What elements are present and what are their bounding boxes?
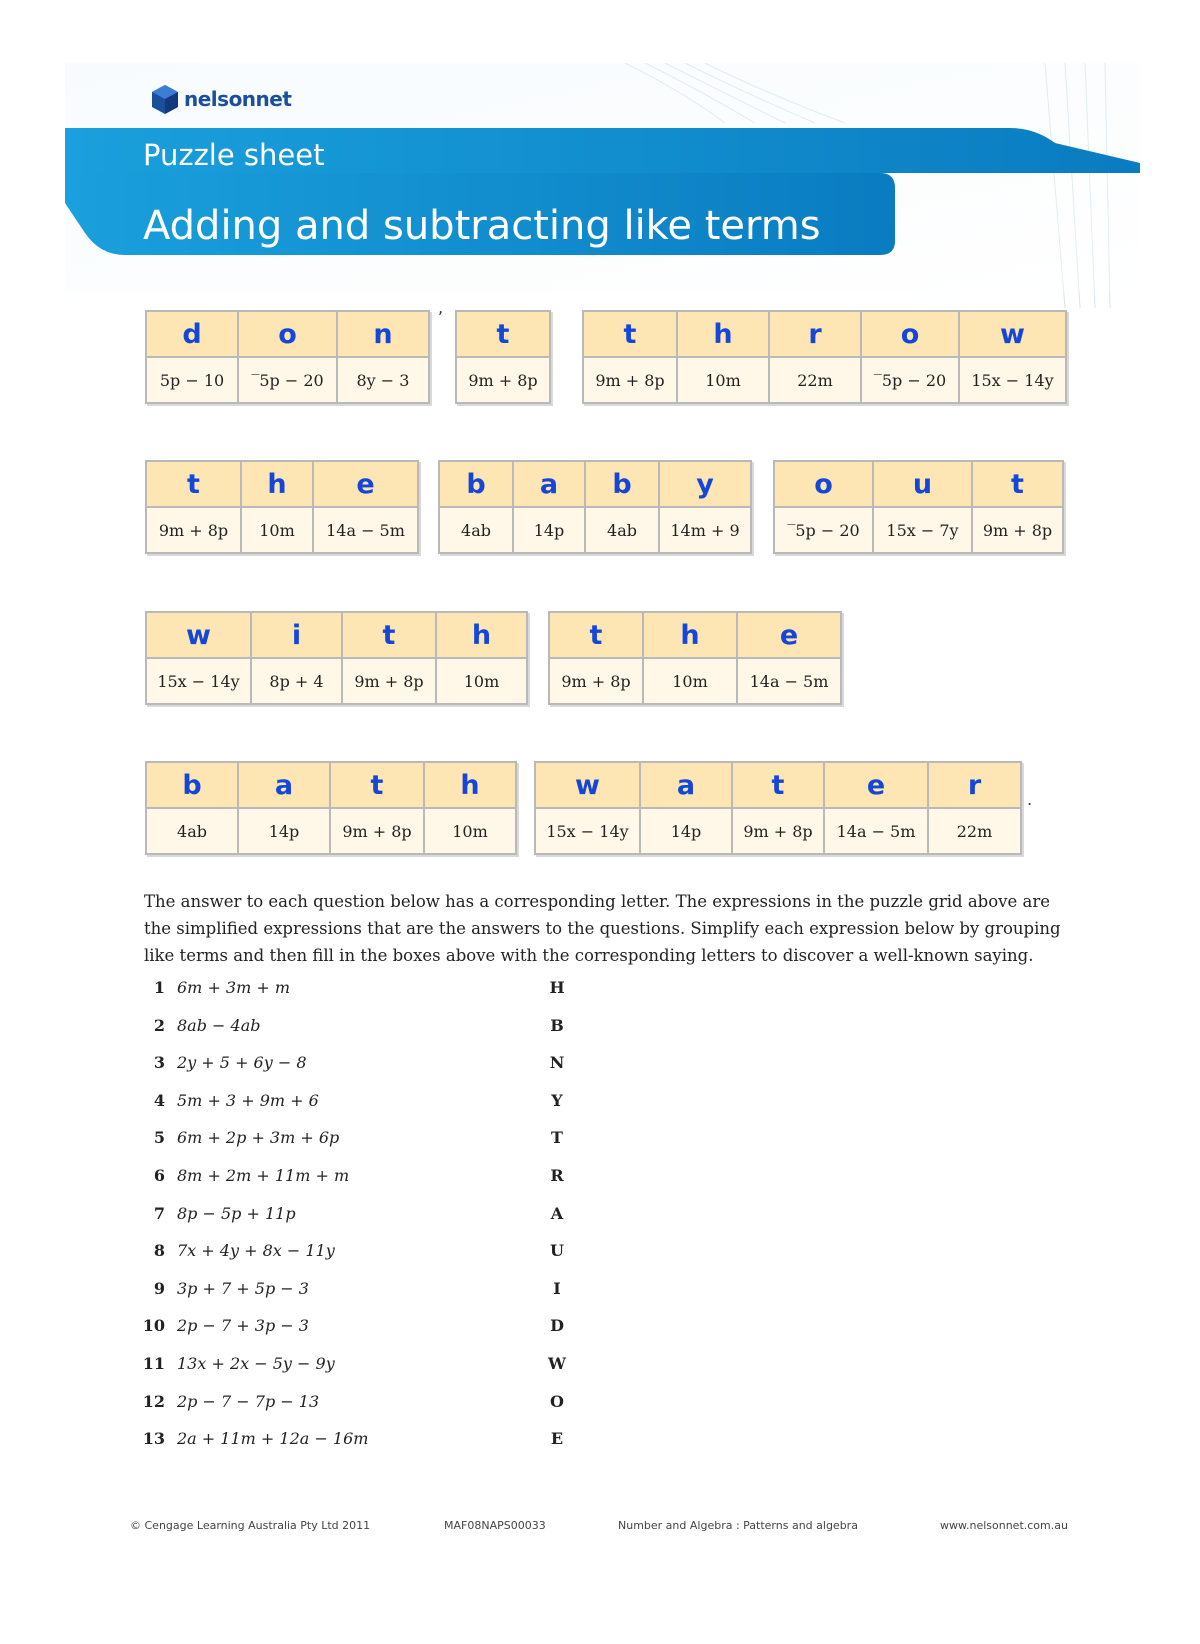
question-number: 8	[153, 1241, 165, 1261]
puzzle-cell	[862, 312, 960, 402]
answer-letter-box[interactable]: t	[457, 312, 549, 358]
puzzle-word	[582, 310, 1067, 404]
question-number: 6	[153, 1165, 165, 1185]
puzzle-word	[773, 460, 1064, 554]
puzzle-cell	[641, 763, 733, 853]
expression-clue: 15x − 14y	[147, 659, 250, 703]
question-letter: I	[553, 1278, 561, 1298]
puzzle-cell	[586, 462, 660, 552]
puzzle-cell	[331, 763, 425, 853]
question-row	[135, 1241, 635, 1279]
question-row	[135, 1354, 635, 1392]
question-expression: 8m + 2m + 11m + m	[177, 1165, 350, 1185]
question-number: 5	[153, 1128, 165, 1148]
answer-letter-box[interactable]: u	[874, 462, 971, 508]
expression-clue: 15x − 14y	[536, 809, 639, 853]
answer-letter-box[interactable]: t	[733, 763, 823, 809]
question-row	[135, 978, 635, 1016]
answer-letter-box[interactable]: r	[770, 312, 860, 358]
expression-clue: 14a − 5m	[738, 659, 840, 703]
puzzle-cell	[584, 312, 678, 402]
puzzle-cell	[440, 462, 514, 552]
puzzle-word	[438, 460, 752, 554]
expression-clue: 9m + 8p	[343, 659, 435, 703]
expression-clue: 9m + 8p	[331, 809, 423, 853]
expression-clue: 10m	[437, 659, 526, 703]
question-number: 11	[142, 1353, 165, 1373]
question-letter: R	[550, 1165, 564, 1185]
comma-mark: ,	[438, 298, 444, 317]
answer-letter-box[interactable]: r	[929, 763, 1020, 809]
puzzle-cell	[314, 462, 417, 552]
expression-clue: 14a − 5m	[314, 508, 417, 552]
question-expression: 6m + 2p + 3m + 6p	[177, 1128, 340, 1148]
expression-clue: 9m + 8p	[550, 659, 642, 703]
question-expression: 7x + 4y + 8x − 11y	[177, 1241, 335, 1261]
question-letter: N	[549, 1053, 565, 1073]
question-letter: W	[548, 1353, 566, 1373]
answer-letter-box[interactable]: w	[960, 312, 1065, 358]
expression-clue: 9m + 8p	[733, 809, 823, 853]
question-letter: E	[550, 1429, 564, 1449]
answer-letter-box[interactable]: h	[644, 613, 736, 659]
answer-letter-box[interactable]: e	[314, 462, 417, 508]
answer-letter-box[interactable]: h	[242, 462, 312, 508]
question-expression: 8ab − 4ab	[177, 1015, 261, 1035]
answer-letter-box[interactable]: a	[239, 763, 329, 809]
expression-clue: 9m + 8p	[147, 508, 240, 552]
puzzle-word	[145, 611, 528, 705]
expression-clue: 15x − 14y	[960, 358, 1065, 402]
question-number: 12	[142, 1391, 165, 1411]
puzzle-word	[534, 761, 1022, 855]
expression-clue: 14p	[641, 809, 731, 853]
answer-letter-box[interactable]: e	[825, 763, 927, 809]
expression-clue: 5p − 10	[147, 358, 237, 402]
answer-letter-box[interactable]: t	[550, 613, 642, 659]
question-row	[135, 1016, 635, 1054]
question-row	[135, 1316, 635, 1354]
question-number: 13	[142, 1429, 165, 1449]
answer-letter-box[interactable]: d	[147, 312, 237, 358]
question-letter: T	[551, 1128, 563, 1148]
answer-letter-box[interactable]: t	[147, 462, 240, 508]
logo-text: nelsonnet	[184, 87, 292, 111]
puzzle-cell	[239, 312, 338, 402]
puzzle-cell	[536, 763, 641, 853]
question-number: 4	[153, 1090, 165, 1110]
puzzle-cell	[457, 312, 549, 402]
question-letter: Y	[551, 1090, 563, 1110]
question-letter: B	[550, 1015, 564, 1035]
expression-clue: ‾5p − 20	[239, 358, 336, 402]
puzzle-cell	[960, 312, 1065, 402]
answer-letter-box[interactable]: t	[343, 613, 435, 659]
expression-clue: 4ab	[586, 508, 658, 552]
expression-clue: ‾5p − 20	[775, 508, 872, 552]
answer-letter-box[interactable]: o	[775, 462, 872, 508]
answer-letter-box[interactable]: h	[678, 312, 768, 358]
puzzle-word	[145, 310, 430, 404]
expression-clue: 15x − 7y	[874, 508, 971, 552]
question-number: 9	[153, 1278, 165, 1298]
question-list	[135, 978, 635, 1467]
puzzle-cell	[929, 763, 1020, 853]
instructions-text: The answer to each question below has a corresponding letter. The expressions in the puzzle grid above are the simplified expressions that are the answers to the questions. Simplify each expression below by grouping like terms and then fill in the boxes above with the corresponding letters to discover a well-known saying.	[144, 892, 1061, 965]
answer-letter-box[interactable]: t	[331, 763, 423, 809]
nelsonnet-logo	[150, 83, 291, 115]
puzzle-cell	[343, 613, 437, 703]
expression-clue: 4ab	[440, 508, 512, 552]
puzzle-cell	[770, 312, 862, 402]
expression-clue: 8p + 4	[252, 659, 341, 703]
footer-copyright: © Cengage Learning Australia Pty Ltd 2011	[130, 1519, 371, 1532]
puzzle-cell	[252, 613, 343, 703]
puzzle-cell	[825, 763, 929, 853]
question-row	[135, 1091, 635, 1129]
question-expression: 8p − 5p + 11p	[177, 1203, 296, 1223]
question-row	[135, 1053, 635, 1091]
expression-clue: 14p	[239, 809, 329, 853]
puzzle-cell	[242, 462, 314, 552]
question-expression: 2p − 7 − 7p − 13	[177, 1391, 320, 1411]
puzzle-cell	[147, 613, 252, 703]
puzzle-cell	[874, 462, 973, 552]
puzzle-cell	[550, 613, 644, 703]
question-expression: 3p + 7 + 5p − 3	[177, 1278, 309, 1298]
puzzle-cell	[973, 462, 1062, 552]
question-number: 2	[153, 1015, 165, 1035]
question-number: 7	[153, 1203, 165, 1223]
question-letter: O	[550, 1391, 564, 1411]
question-row	[135, 1166, 635, 1204]
puzzle-cell	[425, 763, 515, 853]
footer-code: MAF08NAPS00033	[444, 1519, 546, 1532]
question-expression: 6m + 3m + m	[177, 978, 291, 997]
question-row	[135, 1204, 635, 1242]
puzzle-cell	[660, 462, 750, 552]
puzzle-cell	[644, 613, 738, 703]
answer-letter-box[interactable]: a	[641, 763, 731, 809]
expression-clue: 8y − 3	[338, 358, 428, 402]
expression-clue: ‾5p − 20	[862, 358, 958, 402]
puzzle-cell	[437, 613, 526, 703]
question-expression: 2a + 11m + 12a − 16m	[177, 1429, 369, 1449]
expression-clue: 14p	[514, 508, 584, 552]
question-number: 3	[153, 1053, 165, 1073]
answer-letter-box[interactable]: a	[514, 462, 584, 508]
answer-letter-box[interactable]: w	[147, 613, 250, 659]
answer-letter-box[interactable]: t	[973, 462, 1062, 508]
puzzle-cell	[338, 312, 428, 402]
question-expression: 2p − 7 + 3p − 3	[177, 1316, 309, 1336]
period-mark: .	[1027, 790, 1033, 809]
expression-clue: 10m	[644, 659, 736, 703]
puzzle-word	[548, 611, 842, 705]
expression-clue: 9m + 8p	[584, 358, 676, 402]
question-expression: 13x + 2x − 5y − 9y	[177, 1353, 335, 1373]
answer-letter-box[interactable]: h	[437, 613, 526, 659]
question-row	[135, 1392, 635, 1430]
question-row	[135, 1128, 635, 1166]
answer-letter-box[interactable]: e	[738, 613, 840, 659]
puzzle-word	[455, 310, 551, 404]
puzzle-cell	[738, 613, 840, 703]
footer-website: www.nelsonnet.com.au	[940, 1519, 1068, 1532]
question-expression: 2y + 5 + 6y − 8	[177, 1053, 307, 1073]
puzzle-cell	[514, 462, 586, 552]
puzzle-word	[145, 761, 517, 855]
puzzle-cell	[147, 763, 239, 853]
answer-letter-box[interactable]: b	[147, 763, 237, 809]
question-number: 10	[142, 1316, 165, 1336]
expression-clue: 10m	[242, 508, 312, 552]
question-row	[135, 1429, 635, 1467]
answer-letter-box[interactable]: y	[660, 462, 750, 508]
answer-letter-box[interactable]: i	[252, 613, 341, 659]
answer-letter-box[interactable]: w	[536, 763, 639, 809]
puzzle-cell	[239, 763, 331, 853]
question-number: 1	[153, 978, 165, 997]
puzzle-cell	[775, 462, 874, 552]
question-letter: H	[549, 978, 565, 997]
answer-letter-box[interactable]: o	[862, 312, 958, 358]
expression-clue: 14m + 9	[660, 508, 750, 552]
logo-cube-icon	[150, 83, 180, 115]
page-header	[65, 63, 1140, 308]
expression-clue: 14a − 5m	[825, 809, 927, 853]
sheet-label: Puzzle sheet	[143, 138, 325, 172]
question-letter: D	[550, 1316, 564, 1336]
answer-letter-box[interactable]: n	[338, 312, 428, 358]
puzzle-cell	[147, 462, 242, 552]
question-row	[135, 1279, 635, 1317]
question-expression: 5m + 3 + 9m + 6	[177, 1090, 319, 1110]
answer-letter-box[interactable]: o	[239, 312, 336, 358]
footer-strand: Number and Algebra : Patterns and algebra	[618, 1519, 858, 1532]
question-letter: U	[550, 1241, 564, 1261]
answer-letter-box[interactable]: t	[584, 312, 676, 358]
question-letter: A	[550, 1203, 564, 1223]
answer-letter-box[interactable]: h	[425, 763, 515, 809]
page-title: Adding and subtracting like terms	[143, 203, 821, 249]
puzzle-cell	[678, 312, 770, 402]
expression-clue: 9m + 8p	[973, 508, 1062, 552]
puzzle-cell	[733, 763, 825, 853]
answer-letter-box[interactable]: b	[440, 462, 512, 508]
expression-clue: 4ab	[147, 809, 237, 853]
expression-clue: 10m	[425, 809, 515, 853]
expression-clue: 22m	[929, 809, 1020, 853]
answer-letter-box[interactable]: b	[586, 462, 658, 508]
expression-clue: 9m + 8p	[457, 358, 549, 402]
expression-clue: 22m	[770, 358, 860, 402]
puzzle-word	[145, 460, 419, 554]
puzzle-cell	[147, 312, 239, 402]
expression-clue: 10m	[678, 358, 768, 402]
